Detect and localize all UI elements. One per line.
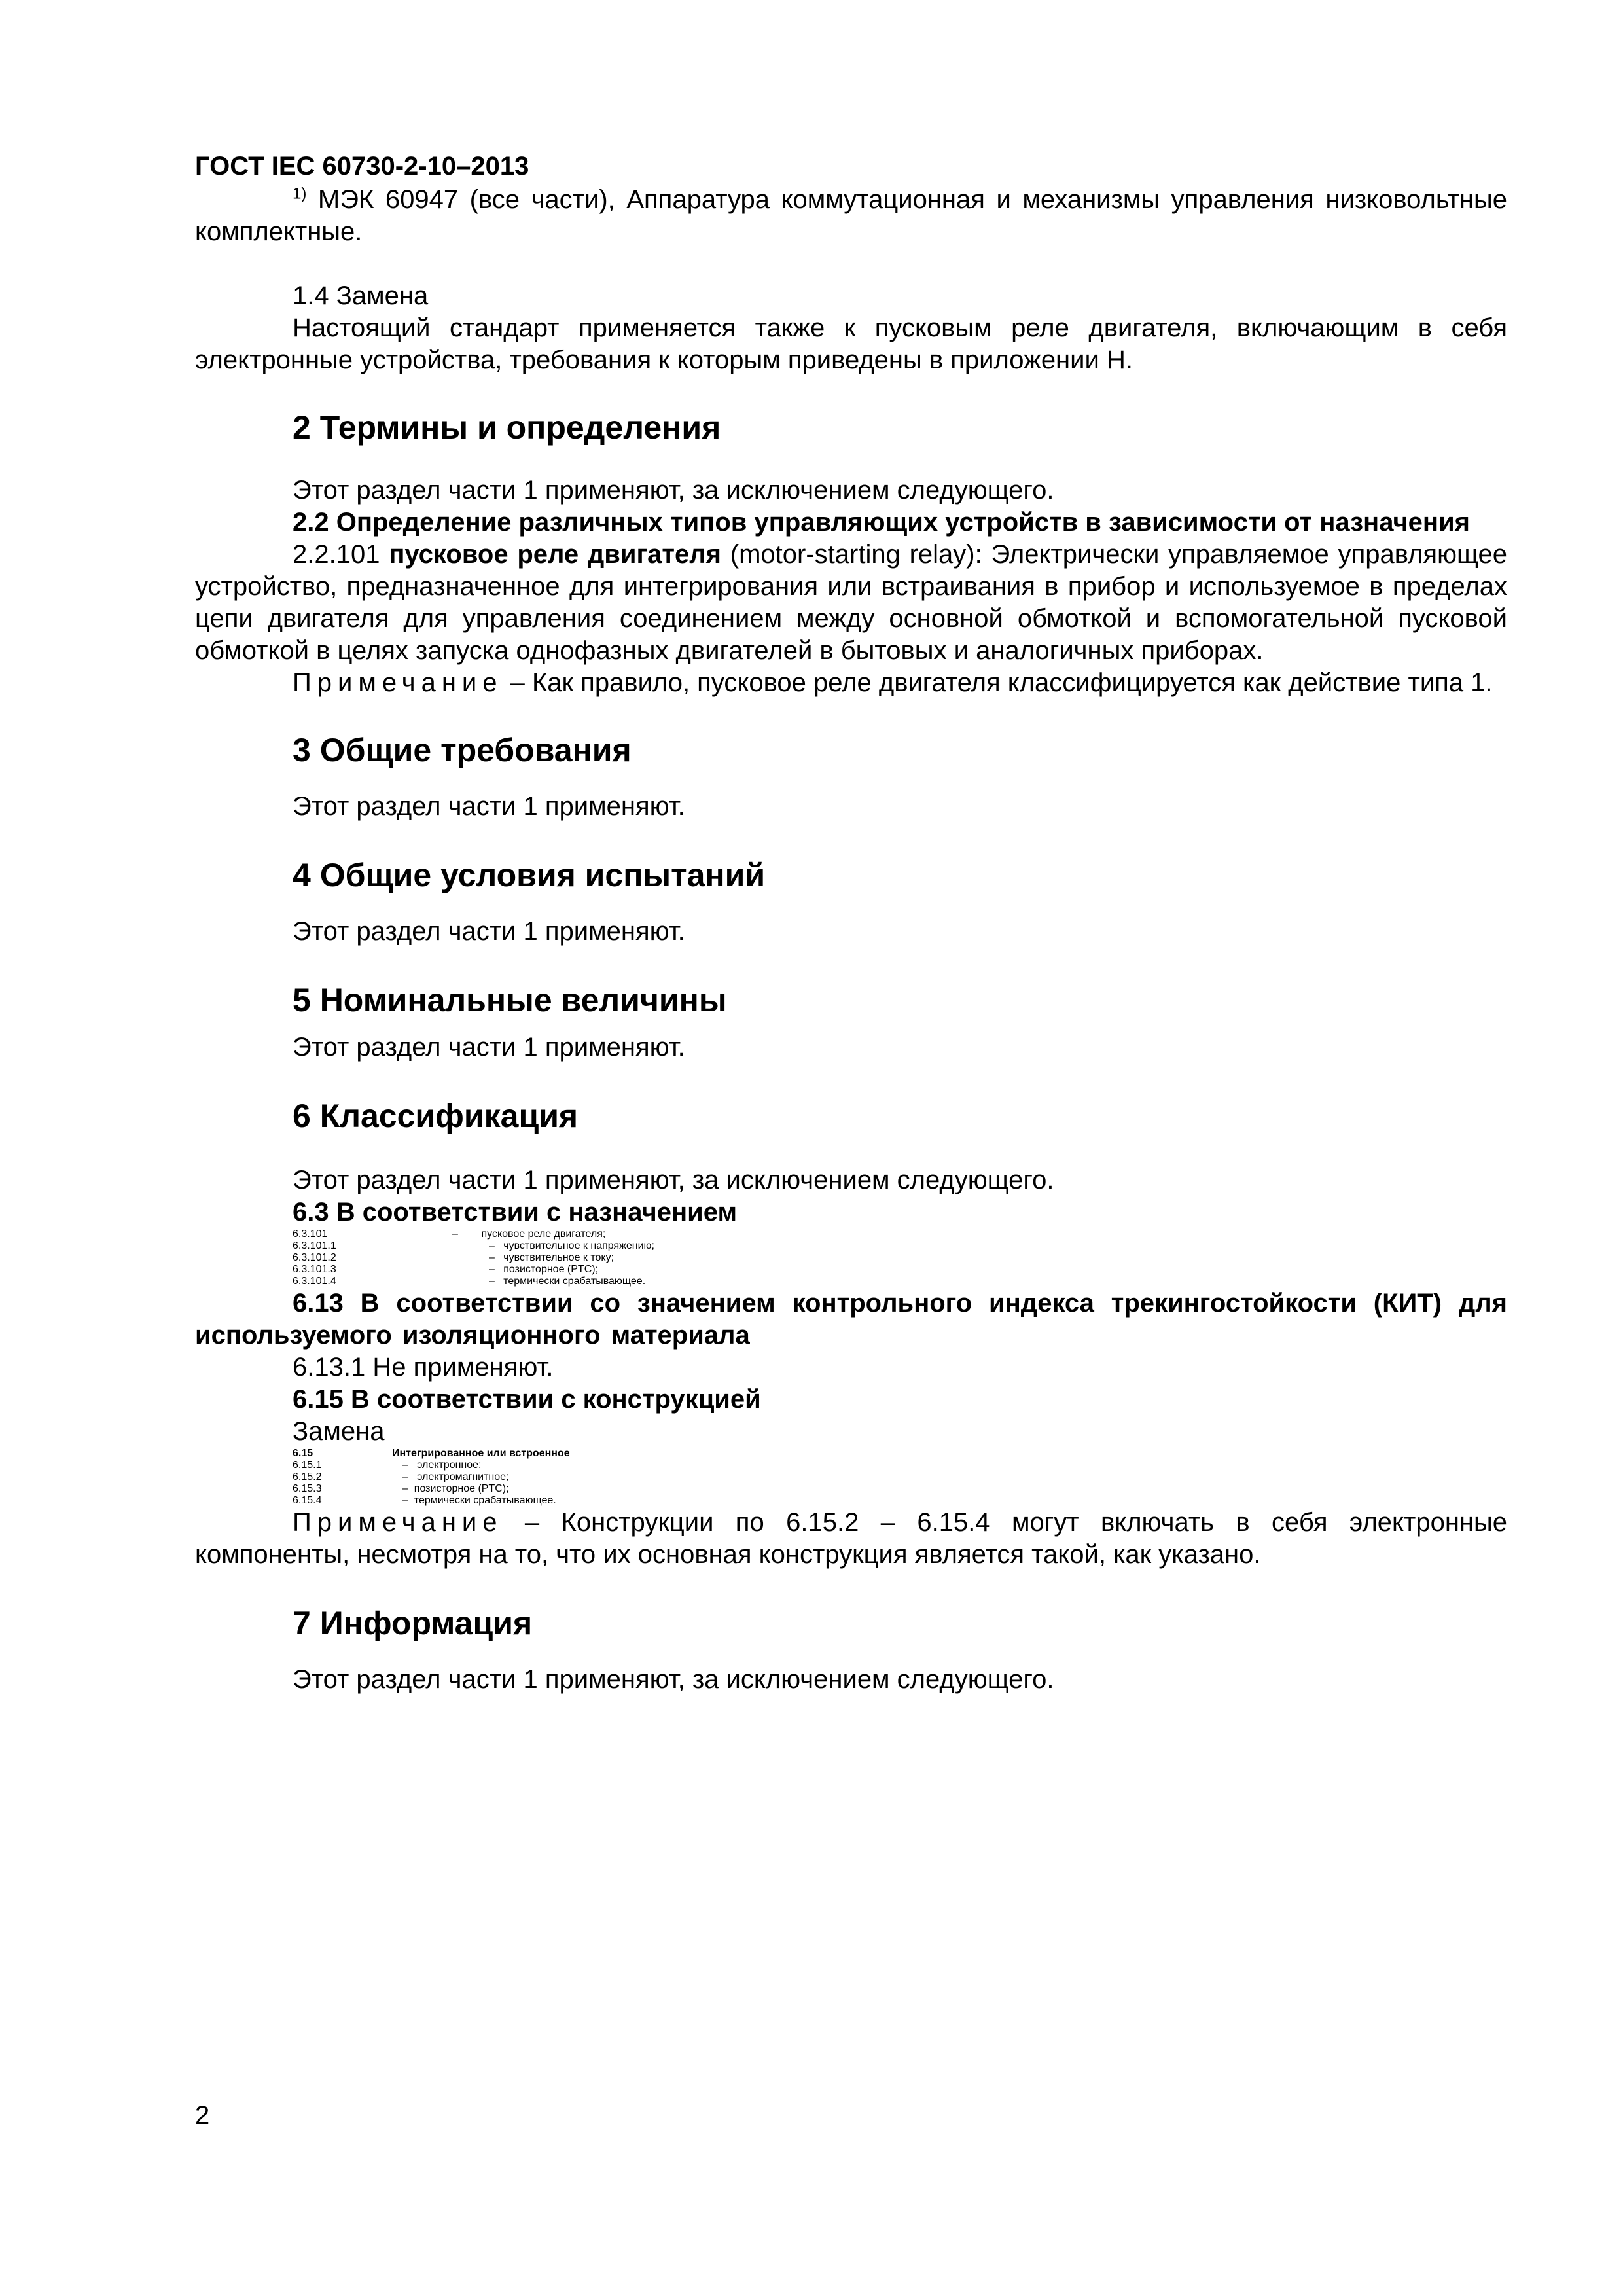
list-item-6-15-1 bbox=[195, 1460, 1507, 1471]
footnote-text: МЭК 60947 (все части), Аппаратура коммутационная и механизмы управления низковольтные комплектные. bbox=[195, 185, 1507, 246]
item-6-13-1: 6.13.1 Не применяют. bbox=[293, 1353, 554, 1382]
definition-text: (motor-starting relay): Электрически управляемое управляющее устройство, предназначенное для интегрирования или встраивания в прибор и используемое в пределах цепи двигателя для управления соединением между основной обмоткой и вспомогательной пусковой обмоткой в целях запуска однофазных двигателей в бытовых и аналогичных приборах. bbox=[195, 540, 1507, 665]
heading-number: 6.15 bbox=[293, 1448, 313, 1459]
section-2-heading: 2 Термины и определения bbox=[293, 409, 721, 446]
replace-label: Замена bbox=[293, 1417, 385, 1446]
section-2-intro: Этот раздел части 1 применяют, за исключением следующего. bbox=[293, 476, 1054, 505]
document-page bbox=[195, 151, 1507, 1696]
list-item-6-15-3 bbox=[195, 1483, 1507, 1495]
section-6-heading: 6 Классификация bbox=[293, 1098, 579, 1134]
list-item-code: 6.15.1 bbox=[293, 1460, 322, 1471]
list-item-text: – электронное; bbox=[402, 1460, 482, 1471]
section-1-4-text: Настоящий стандарт применяется также к пусковым реле двигателя, включающим в себя электронные устройства, требования к которым приведены в приложении Н. bbox=[195, 314, 1507, 374]
list-item-6-3-101-2 bbox=[195, 1252, 1507, 1264]
list-item-code: 6.3.101 bbox=[293, 1229, 328, 1240]
list-item-text: – позисторное (PTC); bbox=[402, 1483, 509, 1494]
definition-number: 2.2.101 bbox=[293, 540, 389, 569]
list-item-6-3-101-1 bbox=[195, 1240, 1507, 1252]
definition-term: пусковое реле двигателя bbox=[389, 540, 721, 569]
list-item-text: – пусковое реле двигателя; bbox=[452, 1229, 606, 1240]
definition-2-2-101 bbox=[195, 539, 1507, 667]
list-item-6-15-2 bbox=[195, 1471, 1507, 1483]
list-item-code: 6.15.4 bbox=[293, 1495, 322, 1506]
section-6-intro: Этот раздел части 1 применяют, за исключением следующего. bbox=[293, 1166, 1054, 1194]
section-6-15-new-heading bbox=[195, 1448, 1507, 1460]
list-item-code: 6.15.3 bbox=[293, 1483, 322, 1494]
section-1-4-title: 1.4 Замена bbox=[293, 281, 429, 310]
heading-title: Интегрированное или встроенное bbox=[392, 1448, 570, 1459]
section-6-15-heading: 6.15 В соответствии с конструкцией bbox=[293, 1385, 761, 1414]
section-6-3-heading: 6.3 В соответствии с назначением bbox=[293, 1198, 738, 1227]
section-2-2-heading: 2.2 Определение различных типов управляющих устройств в зависимости от назначения bbox=[293, 508, 1471, 537]
footnote-marker: 1) bbox=[293, 185, 307, 203]
list-item-6-3-101 bbox=[195, 1229, 1507, 1240]
section-5-heading: 5 Номинальные величины bbox=[293, 982, 727, 1018]
list-item-text: – позисторное (PTC); bbox=[489, 1264, 599, 1275]
list-item-text: – чувствительное к току; bbox=[489, 1252, 615, 1263]
list-item-6-15-4 bbox=[195, 1495, 1507, 1507]
list-item-code: 6.15.2 bbox=[293, 1471, 322, 1482]
section-3-text: Этот раздел части 1 применяют. bbox=[293, 792, 685, 821]
section-6-note bbox=[195, 1507, 1507, 1571]
list-item-text: – электромагнитное; bbox=[402, 1471, 509, 1482]
document-header: ГОСТ IEC 60730-2-10–2013 bbox=[195, 152, 529, 181]
page-number: 2 bbox=[195, 2101, 210, 2130]
section-3-heading: 3 Общие требования bbox=[293, 732, 632, 768]
note-label: Примечание bbox=[293, 1508, 503, 1537]
list-item-code: 6.3.101.1 bbox=[293, 1240, 336, 1251]
list-item-code: 6.3.101.3 bbox=[293, 1264, 336, 1275]
section-2-note bbox=[195, 667, 1507, 699]
list-item-code: 6.3.101.4 bbox=[293, 1276, 336, 1287]
note-text: – Конструкции по 6.15.2 – 6.15.4 могут включать в себя электронные компоненты, несмотря на то, что их основная конструкция является такой, как указано. bbox=[195, 1508, 1507, 1569]
note-text: – Как правило, пусковое реле двигателя классифицируется как действие типа 1. bbox=[503, 668, 1493, 697]
list-item-code: 6.3.101.2 bbox=[293, 1252, 336, 1263]
list-item-text: – чувствительное к напряжению; bbox=[489, 1240, 654, 1251]
list-item-text: – термически срабатывающее. bbox=[489, 1276, 646, 1287]
list-item-6-3-101-4 bbox=[195, 1276, 1507, 1287]
list-item-text: – термически срабатывающее. bbox=[402, 1495, 556, 1506]
section-4-heading: 4 Общие условия испытаний bbox=[293, 857, 766, 893]
note-label: Примечание bbox=[293, 668, 503, 697]
section-7-text: Этот раздел части 1 применяют, за исключением следующего. bbox=[293, 1665, 1054, 1694]
section-4-text: Этот раздел части 1 применяют. bbox=[293, 917, 685, 946]
footnote bbox=[195, 184, 1507, 248]
section-7-heading: 7 Информация bbox=[293, 1605, 533, 1641]
list-item-6-3-101-3 bbox=[195, 1264, 1507, 1276]
section-5-text: Этот раздел части 1 применяют. bbox=[293, 1033, 685, 1062]
section-6-13-heading: 6.13 В соответствии со значением контрольного индекса трекингостойкости (КИТ) для используемого изоляционного материала bbox=[195, 1289, 1507, 1350]
